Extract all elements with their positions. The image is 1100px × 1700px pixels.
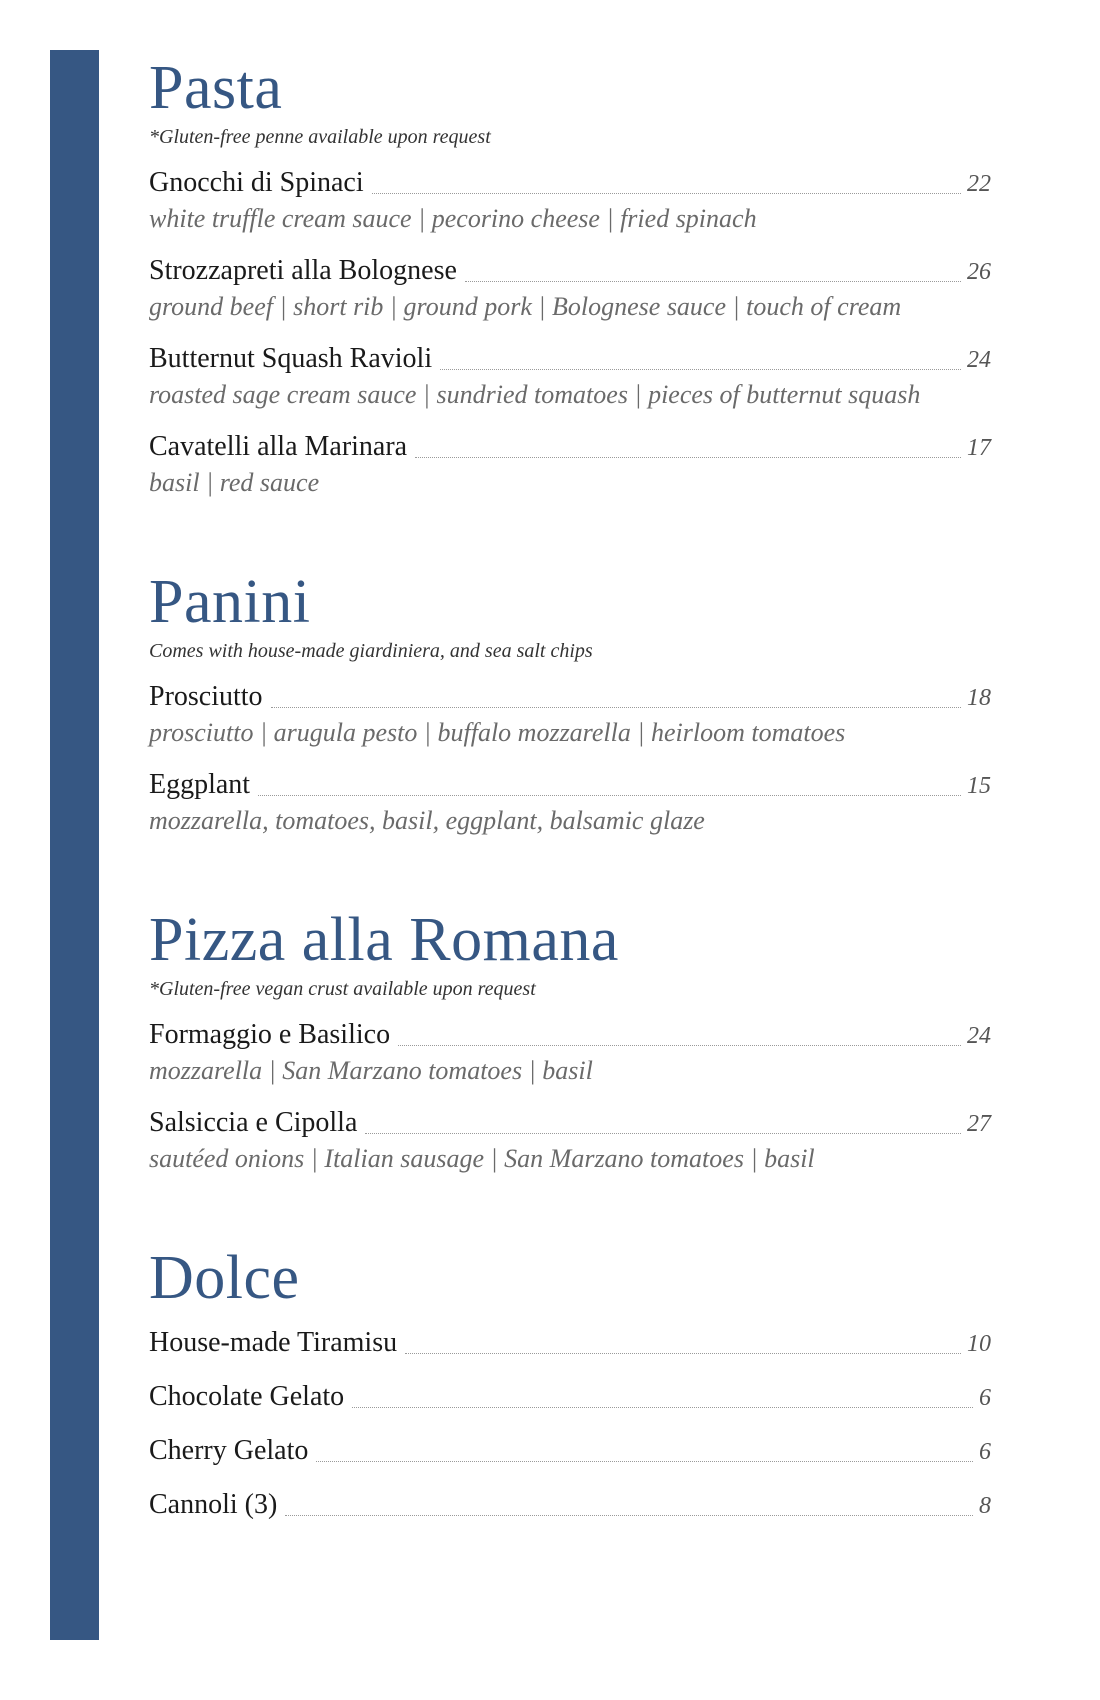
section-title: Panini: [149, 568, 311, 636]
item-name: Formaggio e Basilico: [149, 1019, 391, 1050]
dotted-leader: [316, 1460, 973, 1462]
item-line: [149, 1486, 991, 1524]
menu-item: [149, 252, 991, 324]
item-line: [149, 1104, 991, 1142]
dotted-leader: [440, 368, 961, 370]
item-line: [149, 1016, 991, 1054]
dotted-leader: [405, 1352, 961, 1354]
dotted-leader: [285, 1514, 973, 1516]
item-description: sautéed onions | Italian sausage | San Marzano tomatoes | basil: [149, 1144, 815, 1173]
dotted-leader: [398, 1044, 961, 1046]
dotted-leader: [415, 456, 961, 458]
menu-item: [149, 1432, 991, 1470]
section-pasta: [149, 52, 991, 500]
item-name: Butternut Squash Ravioli: [149, 343, 433, 374]
item-name: House-made Tiramisu: [149, 1327, 398, 1358]
item-line: [149, 1432, 991, 1470]
dotted-leader: [271, 706, 961, 708]
item-price: 17: [967, 435, 991, 461]
section-note: Comes with house-made giardiniera, and sea salt chips: [149, 640, 593, 662]
item-line: [149, 766, 991, 804]
item-name: Cavatelli alla Marinara: [149, 431, 408, 462]
section-title: Dolce: [149, 1244, 300, 1312]
item-line: [149, 340, 991, 378]
item-price: 15: [967, 773, 991, 799]
item-name: Eggplant: [149, 769, 251, 800]
item-name: Chocolate Gelato: [149, 1381, 345, 1412]
dotted-leader: [372, 192, 961, 194]
menu-item: [149, 766, 991, 838]
section-title: Pasta: [149, 54, 283, 122]
section-note: *Gluten-free vegan crust available upon request: [149, 978, 536, 1000]
menu-item: [149, 678, 991, 750]
dotted-leader: [365, 1132, 961, 1134]
item-price: 26: [967, 259, 991, 285]
item-description: mozzarella | San Marzano tomatoes | basil: [149, 1056, 593, 1085]
menu-item: [149, 1378, 991, 1416]
menu-item: [149, 428, 991, 500]
item-price: 10: [967, 1331, 991, 1357]
item-price: 6: [979, 1439, 991, 1465]
section-title: Pizza alla Romana: [149, 906, 619, 974]
item-name: Salsiccia e Cipolla: [149, 1107, 358, 1138]
item-description: mozzarella, tomatoes, basil, eggplant, balsamic glaze: [149, 806, 705, 835]
item-description: ground beef | short rib | ground pork | Bolognese sauce | touch of cream: [149, 292, 902, 321]
dotted-leader: [465, 280, 961, 282]
side-accent-bar: [50, 50, 99, 1640]
item-price: 27: [967, 1111, 991, 1137]
item-name: Cherry Gelato: [149, 1435, 309, 1466]
menu-item: [149, 1104, 991, 1176]
item-description: prosciutto | arugula pesto | buffalo mozzarella | heirloom tomatoes: [149, 718, 846, 747]
item-description: basil | red sauce: [149, 468, 320, 497]
item-price: 24: [967, 347, 991, 373]
item-price: 18: [967, 685, 991, 711]
item-name: Strozzapreti alla Bolognese: [149, 255, 457, 286]
menu-item: [149, 340, 991, 412]
section-dolce: [149, 1242, 991, 1524]
section-panini: [149, 566, 991, 838]
menu-item: [149, 1016, 991, 1088]
item-line: [149, 1324, 991, 1362]
item-price: 6: [979, 1385, 991, 1411]
item-name: Cannoli (3): [149, 1489, 278, 1520]
item-description: white truffle cream sauce | pecorino cheese | fried spinach: [149, 204, 757, 233]
item-line: [149, 252, 991, 290]
menu-item: [149, 1486, 991, 1524]
item-price: 8: [979, 1493, 991, 1519]
menu-item: [149, 1324, 991, 1362]
item-line: [149, 678, 991, 716]
dotted-leader: [352, 1406, 973, 1408]
item-name: Prosciutto: [149, 681, 263, 712]
item-name: Gnocchi di Spinaci: [149, 167, 364, 198]
menu-item: [149, 164, 991, 236]
item-price: 22: [967, 171, 991, 197]
item-description: roasted sage cream sauce | sundried tomatoes | pieces of butternut squash: [149, 380, 921, 409]
section-pizza: [149, 904, 991, 1176]
item-line: [149, 428, 991, 466]
menu: [149, 52, 991, 1540]
item-price: 24: [967, 1023, 991, 1049]
dotted-leader: [258, 794, 961, 796]
section-note: *Gluten-free penne available upon request: [149, 126, 491, 148]
item-line: [149, 1378, 991, 1416]
item-line: [149, 164, 991, 202]
